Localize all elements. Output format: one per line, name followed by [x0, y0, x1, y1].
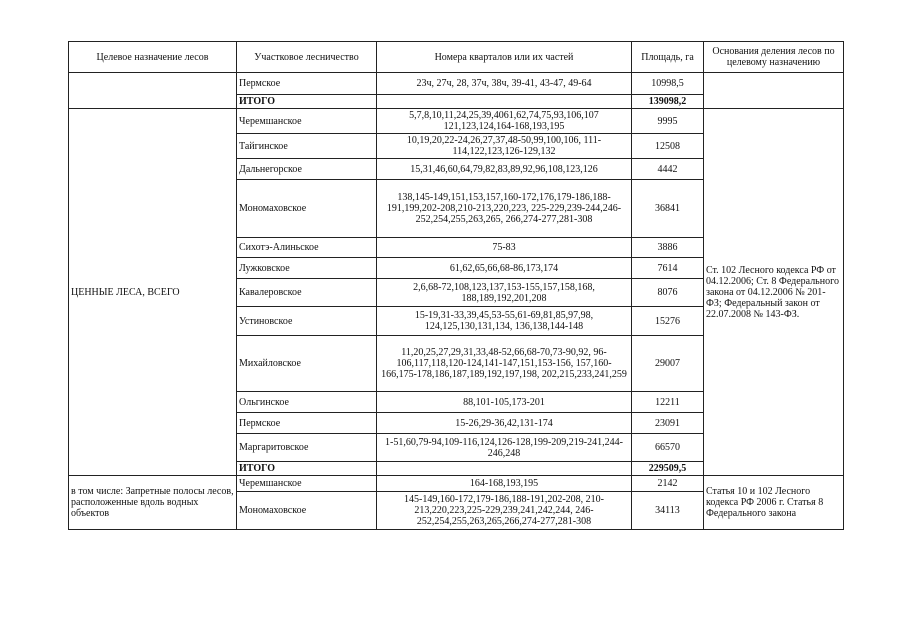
header-district: Участковое лесничество: [237, 42, 377, 73]
area-cell: 36841: [632, 180, 704, 238]
header-quarters: Номера кварталов или их частей: [377, 42, 632, 73]
purpose-cell: ЦЕННЫЕ ЛЕСА, ВСЕГО: [69, 109, 237, 476]
purpose-cell: [69, 73, 237, 109]
district-cell: Кавалеровское: [237, 279, 377, 307]
quarters-cell: 15,31,46,60,64,79,82,83,89,92,96,108,123,126: [377, 159, 632, 180]
area-cell: 2142: [632, 476, 704, 492]
district-cell: Тайгинское: [237, 134, 377, 159]
quarters-cell: 5,7,8,10,11,24,25,39,4061,62,74,75,93,106,107 121,123,124,164-168,193,195: [377, 109, 632, 134]
area-cell: 12508: [632, 134, 704, 159]
quarters-cell: 164-168,193,195: [377, 476, 632, 492]
quarters-cell: 23ч, 27ч, 28, 37ч, 38ч, 39-41, 43-47, 49-64: [377, 73, 632, 95]
header-purpose: Целевое назначение лесов: [69, 42, 237, 73]
area-cell: 23091: [632, 413, 704, 434]
quarters-cell: 10,19,20,22-24,26,27,37,48-50,99,100,106, 111-114,122,123,126-129,132: [377, 134, 632, 159]
total-area: 229509,5: [632, 462, 704, 476]
total-area: 139098,2: [632, 95, 704, 109]
area-cell: 66570: [632, 434, 704, 462]
forest-table: [68, 41, 844, 530]
district-cell: Дальнегорское: [237, 159, 377, 180]
basis-cell: [704, 73, 844, 109]
district-cell: Мономаховское: [237, 492, 377, 530]
district-cell: Лужковское: [237, 258, 377, 279]
quarters-cell: [377, 95, 632, 109]
district-cell: Мономаховское: [237, 180, 377, 238]
quarters-cell: 88,101-105,173-201: [377, 392, 632, 413]
district-cell: Маргаритовское: [237, 434, 377, 462]
area-cell: 10998,5: [632, 73, 704, 95]
table-row: [69, 73, 844, 95]
area-cell: 3886: [632, 238, 704, 258]
quarters-cell: 138,145-149,151,153,157,160-172,176,179-186,188-191,199,202-208,210-213,220,223, 225-229,239-244,246-252,254,255,263,265, 266,274-277,281-308: [377, 180, 632, 238]
area-cell: 15276: [632, 307, 704, 336]
purpose-cell: в том числе: Запретные полосы лесов, расположенные вдоль водных объектов: [69, 476, 237, 530]
district-cell: Устиновское: [237, 307, 377, 336]
district-cell: Михайловское: [237, 336, 377, 392]
basis-cell: Статья 10 и 102 Лесного кодекса РФ 2006 г. Статья 8 Федерального закона: [704, 476, 844, 530]
area-cell: 34113: [632, 492, 704, 530]
area-cell: 4442: [632, 159, 704, 180]
quarters-cell: 61,62,65,66,68-86,173,174: [377, 258, 632, 279]
quarters-cell: 2,6,68-72,108,123,137,153-155,157,158,168, 188,189,192,201,208: [377, 279, 632, 307]
basis-cell: Ст. 102 Лесного кодекса РФ от 04.12.2006; Ст. 8 Федерального закона от 04.12.2006 № 201-ФЗ; Федеральный закон от 22.07.2008 № 143-ФЗ.: [704, 109, 844, 476]
quarters-cell: [377, 462, 632, 476]
table-row: [69, 476, 844, 492]
quarters-cell: 15-19,31-33,39,45,53-55,61-69,81,85,97,98, 124,125,130,131,134, 136,138,144-148: [377, 307, 632, 336]
district-cell: Сихотэ-Алиньское: [237, 238, 377, 258]
total-label: ИТОГО: [237, 462, 377, 476]
quarters-cell: 15-26,29-36,42,131-174: [377, 413, 632, 434]
district-cell: Ольгинское: [237, 392, 377, 413]
quarters-cell: 75-83: [377, 238, 632, 258]
district-cell: Пермское: [237, 413, 377, 434]
district-cell: Пермское: [237, 73, 377, 95]
district-cell: Черемшанское: [237, 109, 377, 134]
quarters-cell: 1-51,60,79-94,109-116,124,126-128,199-209,219-241,244-246,248: [377, 434, 632, 462]
quarters-cell: 145-149,160-172,179-186,188-191,202-208, 210-213,220,223,225-229,239,241,242,244, 246-252,254,255,263,265,266,274-277,281-308: [377, 492, 632, 530]
table-row: [69, 109, 844, 134]
area-cell: 9995: [632, 109, 704, 134]
header-area: Площадь, га: [632, 42, 704, 73]
area-cell: 8076: [632, 279, 704, 307]
area-cell: 29007: [632, 336, 704, 392]
district-cell: Черемшанское: [237, 476, 377, 492]
quarters-cell: 11,20,25,27,29,31,33,48-52,66,68-70,73-90,92, 96-106,117,118,120-124,141-147,151,153-156, 157,160-166,175-178,186,187,189,192,197,198, 202,215,233,241,259: [377, 336, 632, 392]
total-label: ИТОГО: [237, 95, 377, 109]
area-cell: 12211: [632, 392, 704, 413]
header-basis: Основания деления лесов по целевому назначению: [704, 42, 844, 73]
area-cell: 7614: [632, 258, 704, 279]
